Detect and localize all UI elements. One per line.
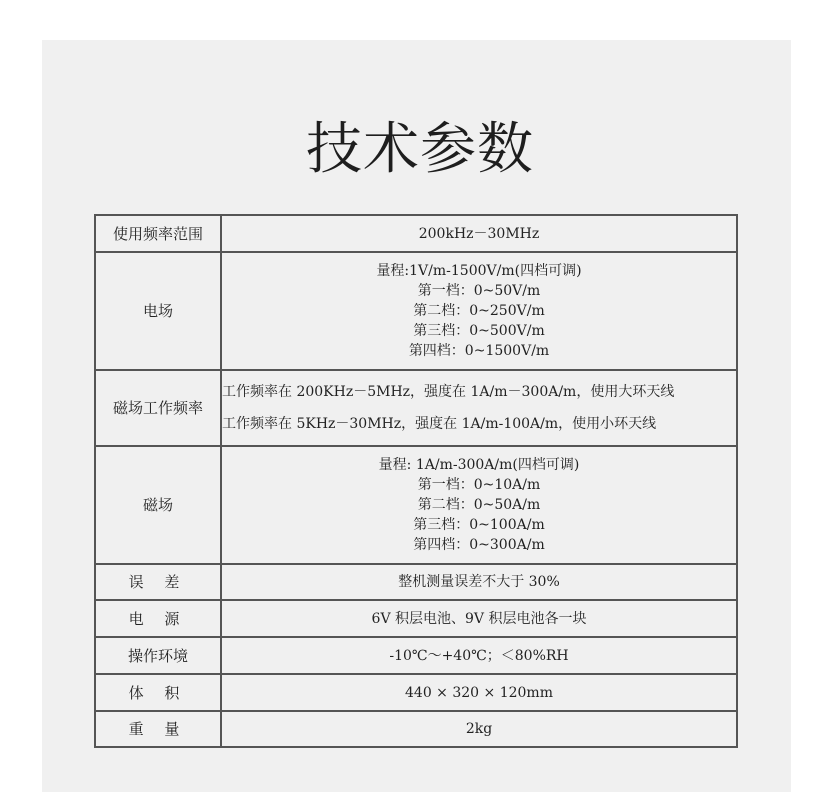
value-line: 6V 积层电池、9V 积层电池各一块: [371, 610, 587, 627]
table-row: [95, 600, 737, 637]
table-row: [95, 446, 737, 564]
value-line: 工作频率在 5KHz－30MHz，强度在 1A/m-100A/m，使用小环天线: [222, 416, 657, 432]
value-line: 整机测量误差不大于 30%: [398, 574, 560, 590]
value-line: -10℃～+40℃；＜80%RH: [389, 647, 569, 664]
value-line: 第三档：0~500V/m: [413, 323, 545, 339]
table-row: [95, 370, 737, 446]
row-label: 操作环境: [95, 637, 221, 674]
value-line: 440 × 320 × 120mm: [405, 684, 553, 701]
row-value: [221, 600, 737, 637]
row-label: 磁场工作频率: [95, 370, 221, 446]
row-value: [221, 674, 737, 711]
table-row: [95, 564, 737, 600]
value-line: 第二档：0~50A/m: [417, 497, 541, 513]
value-line: 第一档：0~50V/m: [417, 283, 541, 299]
row-value: [221, 370, 737, 446]
value-line: 工作频率在 200KHz－5MHz，强度在 1A/m－300A/m，使用大环天线: [222, 384, 675, 400]
table-row: [95, 674, 737, 711]
value-line: 第四档：0~1500V/m: [408, 343, 550, 359]
value-line: 2kg: [465, 721, 493, 737]
table-row: [95, 252, 737, 370]
row-label: 电场: [95, 252, 221, 370]
value-line: 量程: 1A/m-300A/m(四档可调): [378, 457, 580, 473]
row-value: [221, 215, 737, 252]
row-label: 重 量: [95, 711, 221, 747]
row-value: [221, 446, 737, 564]
page-title: 技术参数: [306, 117, 534, 182]
value-line: 第三档：0~100A/m: [413, 517, 545, 533]
value-line: 第一档：0~10A/m: [417, 477, 541, 493]
value-line: 第二档：0~250V/m: [413, 303, 545, 319]
row-label: 磁场: [95, 446, 221, 564]
row-value: [221, 637, 737, 674]
row-label: 电 源: [95, 600, 221, 637]
row-value: [221, 252, 737, 370]
row-label: 误 差: [95, 564, 221, 600]
value-line: 第四档：0~300A/m: [413, 537, 545, 553]
table-row: [95, 637, 737, 674]
value-line: 200kHz－30MHz: [418, 225, 540, 242]
spec-table: [94, 214, 738, 748]
row-label: 使用频率范围: [95, 215, 221, 252]
table-row: [95, 215, 737, 252]
row-value: [221, 711, 737, 747]
row-value: [221, 564, 737, 600]
table-row: [95, 711, 737, 747]
row-label: 体 积: [95, 674, 221, 711]
value-line: 量程:1V/m-1500V/m(四档可调): [376, 263, 582, 279]
